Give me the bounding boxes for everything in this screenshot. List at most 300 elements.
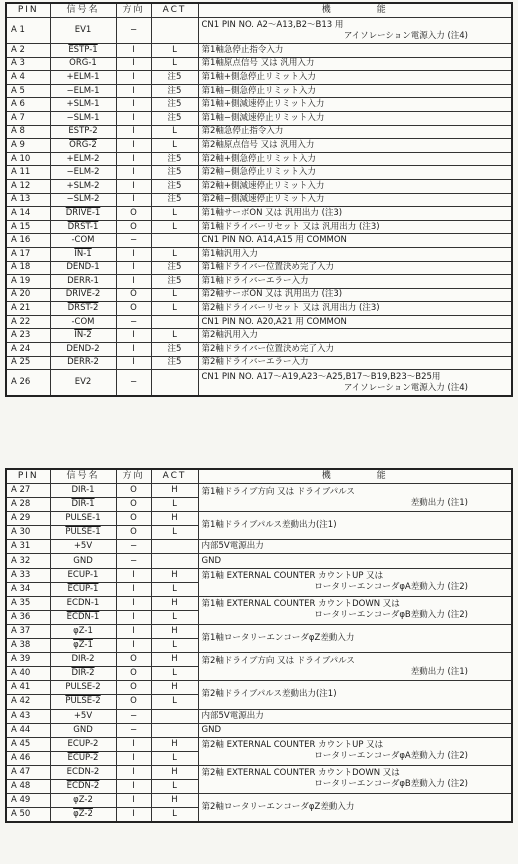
- act-cell: H: [151, 512, 198, 526]
- function-text: 第1軸サーボON 又は 汎用出力 (注3): [201, 207, 343, 218]
- act-cell: H: [151, 737, 198, 751]
- table-row: [6, 302, 512, 316]
- function-text-continued: ロータリーエンコーダφB差動入力 (注2): [314, 610, 468, 621]
- pin-cell: A 20: [6, 288, 50, 302]
- function-text: 第1軸−側減速停止リミット入力: [201, 112, 325, 123]
- pin-cell: A 5: [6, 84, 50, 98]
- function-cell: [198, 44, 512, 58]
- direction-cell: I: [116, 779, 151, 793]
- pin-cell: A 41: [6, 681, 50, 695]
- table-row: [6, 343, 512, 357]
- table-row: [6, 111, 512, 125]
- act-cell: L: [151, 125, 198, 139]
- table-row: [6, 125, 512, 139]
- table-row: [6, 554, 512, 568]
- act-cell: H: [151, 653, 198, 667]
- signal-name-cell: IN-2: [50, 329, 116, 343]
- direction-cell: −: [116, 18, 151, 44]
- direction-cell: I: [116, 98, 151, 112]
- table-row: [6, 261, 512, 275]
- act-cell: L: [151, 220, 198, 234]
- pin-cell: A 18: [6, 261, 50, 275]
- function-cell: [198, 139, 512, 153]
- act-cell: L: [151, 247, 198, 261]
- function-cell: [198, 152, 512, 166]
- pin-cell: A 50: [6, 808, 50, 823]
- direction-cell: −: [116, 723, 151, 737]
- function-text-continued: アイソレーション電源入力 (注4): [343, 30, 468, 41]
- act-cell: [151, 554, 198, 568]
- table-row: [6, 723, 512, 737]
- function-text: 第2軸急停止指令入力: [201, 126, 284, 137]
- function-text: 第1軸ドライブ方向 又は ドライブパルス: [201, 486, 355, 497]
- table-row: [6, 370, 512, 396]
- function-text: 第1軸ドライバーリセット 又は 汎用出力 (注3): [201, 221, 380, 232]
- function-cell: [198, 71, 512, 85]
- function-cell: [198, 484, 512, 512]
- direction-cell: −: [116, 554, 151, 568]
- function-text: 第2軸汎用入力: [201, 330, 258, 341]
- act-cell: 注5: [151, 84, 198, 98]
- header-signal-name: 信号名: [50, 3, 116, 18]
- direction-cell: I: [116, 765, 151, 779]
- table-row: [6, 179, 512, 193]
- act-cell: [151, 723, 198, 737]
- signal-name-cell: +5V: [50, 709, 116, 723]
- table-row: [6, 152, 512, 166]
- direction-cell: O: [116, 653, 151, 667]
- pin-cell: A 2: [6, 44, 50, 58]
- direction-cell: I: [116, 356, 151, 370]
- function-text: 第2軸 EXTERNAL COUNTER カウントUP 又は: [201, 740, 384, 751]
- table-row: [6, 57, 512, 71]
- act-cell: H: [151, 568, 198, 582]
- act-cell: 注5: [151, 275, 198, 289]
- direction-cell: I: [116, 179, 151, 193]
- header-pin: PIN: [6, 469, 50, 484]
- table-row: [6, 794, 512, 808]
- act-cell: 注5: [151, 166, 198, 180]
- pin-cell: A 1: [6, 18, 50, 44]
- function-cell: [198, 329, 512, 343]
- direction-cell: −: [116, 540, 151, 554]
- signal-name-cell: DRST-1: [50, 220, 116, 234]
- header-act: ACT: [151, 3, 198, 18]
- act-cell: [151, 18, 198, 44]
- pin-cell: A 49: [6, 794, 50, 808]
- table-row: [6, 540, 512, 554]
- signal-name-cell: ECDN-1: [50, 610, 116, 624]
- table-row: [6, 288, 512, 302]
- direction-cell: I: [116, 193, 151, 207]
- function-text: 第2軸原点信号 又は 汎用入力: [201, 139, 315, 150]
- pin-cell: A 45: [6, 737, 50, 751]
- act-cell: 注5: [151, 179, 198, 193]
- function-cell: [198, 193, 512, 207]
- act-cell: 注5: [151, 193, 198, 207]
- pin-cell: A 46: [6, 751, 50, 765]
- signal-name-cell: DIR-2: [50, 667, 116, 681]
- function-cell: [198, 653, 512, 681]
- signal-name-cell: φZ-2: [50, 808, 116, 823]
- function-text: 第1軸+側急停止リミット入力: [201, 71, 316, 82]
- act-cell: 注5: [151, 152, 198, 166]
- pin-cell: A 28: [6, 498, 50, 512]
- direction-cell: I: [116, 275, 151, 289]
- header-signal-name: 信号名: [50, 469, 116, 484]
- pin-cell: A 22: [6, 315, 50, 329]
- function-cell: [198, 234, 512, 248]
- table-row: [6, 624, 512, 638]
- pin-cell: A 17: [6, 247, 50, 261]
- pin-cell: A 19: [6, 275, 50, 289]
- function-text: 第1軸ドライバー位置決め完了入力: [201, 262, 334, 273]
- direction-cell: I: [116, 808, 151, 823]
- act-cell: L: [151, 288, 198, 302]
- function-cell: [198, 765, 512, 793]
- table-row: [6, 84, 512, 98]
- signal-name-cell: DRIVE-2: [50, 288, 116, 302]
- signal-name-cell: ECDN-1: [50, 596, 116, 610]
- function-text: 第2軸ドライバーエラー入力: [201, 357, 309, 368]
- act-cell: L: [151, 695, 198, 709]
- direction-cell: I: [116, 261, 151, 275]
- function-cell: [198, 302, 512, 316]
- signal-name-cell: ORG-1: [50, 57, 116, 71]
- signal-name-cell: -COM: [50, 315, 116, 329]
- act-cell: [151, 709, 198, 723]
- pin-cell: A 13: [6, 193, 50, 207]
- table-row: [6, 315, 512, 329]
- header-act: ACT: [151, 469, 198, 484]
- pin-cell: A 37: [6, 624, 50, 638]
- direction-cell: I: [116, 794, 151, 808]
- signal-name-cell: +ELM-1: [50, 71, 116, 85]
- act-cell: L: [151, 57, 198, 71]
- function-cell: [198, 18, 512, 44]
- direction-cell: O: [116, 302, 151, 316]
- pin-table-a1-a26: [5, 2, 513, 397]
- pin-cell: A 6: [6, 98, 50, 112]
- function-text-continued: ロータリーエンコーダφB差動入力 (注2): [314, 779, 468, 790]
- header-function: 機 能: [198, 469, 512, 484]
- function-text: 第1軸 EXTERNAL COUNTER カウントDOWN 又は: [201, 599, 400, 610]
- pin-cell: A 15: [6, 220, 50, 234]
- signal-name-cell: PULSE-2: [50, 681, 116, 695]
- table-header-row: [6, 469, 512, 484]
- function-cell: [198, 288, 512, 302]
- act-cell: [151, 540, 198, 554]
- pin-cell: A 48: [6, 779, 50, 793]
- table-row: [6, 356, 512, 370]
- table-row: [6, 247, 512, 261]
- function-cell: [198, 57, 512, 71]
- function-text: CN1 PIN NO. A20,A21 用 COMMON: [201, 316, 347, 327]
- act-cell: 注5: [151, 98, 198, 112]
- function-cell: [198, 261, 512, 275]
- function-text: 第2軸 EXTERNAL COUNTER カウントDOWN 又は: [201, 768, 400, 779]
- act-cell: L: [151, 139, 198, 153]
- act-cell: 注5: [151, 111, 198, 125]
- direction-cell: I: [116, 737, 151, 751]
- direction-cell: I: [116, 610, 151, 624]
- function-text: 第1軸急停止指令入力: [201, 44, 284, 55]
- function-cell: [198, 111, 512, 125]
- act-cell: [151, 315, 198, 329]
- signal-name-cell: PULSE-1: [50, 512, 116, 526]
- table-row: [6, 44, 512, 58]
- function-cell: [198, 207, 512, 221]
- function-text-continued: アイソレーション電源入力 (注4): [343, 382, 468, 393]
- pin-cell: A 32: [6, 554, 50, 568]
- direction-cell: O: [116, 498, 151, 512]
- signal-name-cell: ECUP-1: [50, 568, 116, 582]
- direction-cell: −: [116, 709, 151, 723]
- function-text: GND: [201, 555, 221, 566]
- direction-cell: I: [116, 152, 151, 166]
- table-row: [6, 596, 512, 610]
- signal-name-cell: DRIVE-1: [50, 207, 116, 221]
- function-cell: [198, 568, 512, 596]
- act-cell: [151, 234, 198, 248]
- signal-name-cell: −ELM-2: [50, 166, 116, 180]
- signal-name-cell: PULSE-2: [50, 695, 116, 709]
- pin-cell: A 44: [6, 723, 50, 737]
- direction-cell: I: [116, 139, 151, 153]
- direction-cell: I: [116, 84, 151, 98]
- function-text: 第2軸−側減速停止リミット入力: [201, 194, 325, 205]
- pin-cell: A 47: [6, 765, 50, 779]
- direction-cell: O: [116, 695, 151, 709]
- pin-cell: A 26: [6, 370, 50, 396]
- signal-name-cell: −ELM-1: [50, 84, 116, 98]
- signal-name-cell: DERR-1: [50, 275, 116, 289]
- function-text: 第2軸ドライバーリセット 又は 汎用出力 (注3): [201, 303, 380, 314]
- pin-cell: A 23: [6, 329, 50, 343]
- signal-name-cell: IN-1: [50, 247, 116, 261]
- pin-cell: A 9: [6, 139, 50, 153]
- act-cell: L: [151, 779, 198, 793]
- table-row: [6, 568, 512, 582]
- function-cell: [198, 540, 512, 554]
- function-cell: [198, 166, 512, 180]
- signal-name-cell: DRST-2: [50, 302, 116, 316]
- direction-cell: O: [116, 207, 151, 221]
- function-text: 第1軸汎用入力: [201, 248, 258, 259]
- function-text: 第1軸原点信号 又は 汎用入力: [201, 58, 315, 69]
- pin-cell: A 40: [6, 667, 50, 681]
- function-text: 第1軸+側減速停止リミット入力: [201, 99, 325, 110]
- function-text-continued: ロータリーエンコーダφA差動入力 (注2): [314, 751, 468, 762]
- direction-cell: I: [116, 166, 151, 180]
- pin-cell: A 29: [6, 512, 50, 526]
- function-text: 第1軸−側急停止リミット入力: [201, 85, 316, 96]
- act-cell: H: [151, 794, 198, 808]
- act-cell: H: [151, 596, 198, 610]
- function-text: 第2軸ドライバー位置決め完了入力: [201, 343, 334, 354]
- signal-name-cell: DIR-2: [50, 653, 116, 667]
- direction-cell: I: [116, 596, 151, 610]
- direction-cell: O: [116, 288, 151, 302]
- signal-name-cell: ECUP-1: [50, 582, 116, 596]
- direction-cell: I: [116, 44, 151, 58]
- direction-cell: −: [116, 315, 151, 329]
- signal-name-cell: φZ-1: [50, 639, 116, 653]
- act-cell: L: [151, 498, 198, 512]
- signal-name-cell: DEND-1: [50, 261, 116, 275]
- signal-name-cell: -COM: [50, 234, 116, 248]
- direction-cell: O: [116, 512, 151, 526]
- pin-cell: A 27: [6, 484, 50, 498]
- act-cell: L: [151, 302, 198, 316]
- table-row: [6, 329, 512, 343]
- pin-cell: A 8: [6, 125, 50, 139]
- function-text: 第2軸ドライブパルス差動出力(注1): [201, 689, 337, 700]
- signal-name-cell: ESTP-2: [50, 125, 116, 139]
- signal-name-cell: +5V: [50, 540, 116, 554]
- pin-cell: A 39: [6, 653, 50, 667]
- act-cell: L: [151, 639, 198, 653]
- pin-cell: A 30: [6, 526, 50, 540]
- pin-cell: A 3: [6, 57, 50, 71]
- signal-name-cell: GND: [50, 723, 116, 737]
- pin-cell: A 7: [6, 111, 50, 125]
- function-text: 第1軸ドライブパルス差動出力(注1): [201, 520, 337, 531]
- direction-cell: I: [116, 568, 151, 582]
- signal-name-cell: ECUP-2: [50, 751, 116, 765]
- pin-table-a27-a50: [5, 468, 513, 823]
- act-cell: H: [151, 624, 198, 638]
- function-cell: [198, 84, 512, 98]
- signal-name-cell: DIR-1: [50, 498, 116, 512]
- table-row: [6, 653, 512, 667]
- table-row: [6, 512, 512, 526]
- signal-name-cell: ECDN-2: [50, 765, 116, 779]
- direction-cell: O: [116, 484, 151, 498]
- function-cell: [198, 370, 512, 396]
- table-row: [6, 484, 512, 498]
- pin-cell: A 4: [6, 71, 50, 85]
- table-row: [6, 139, 512, 153]
- act-cell: H: [151, 484, 198, 498]
- table-row: [6, 275, 512, 289]
- pin-cell: A 36: [6, 610, 50, 624]
- table-header-row: [6, 3, 512, 18]
- signal-name-cell: ESTP-1: [50, 44, 116, 58]
- direction-cell: I: [116, 111, 151, 125]
- act-cell: L: [151, 207, 198, 221]
- pin-cell: A 11: [6, 166, 50, 180]
- signal-name-cell: GND: [50, 554, 116, 568]
- function-cell: [198, 709, 512, 723]
- pin-cell: A 21: [6, 302, 50, 316]
- function-cell: [198, 98, 512, 112]
- table-row: [6, 737, 512, 751]
- function-text: 第1軸 EXTERNAL COUNTER カウントUP 又は: [201, 571, 384, 582]
- direction-cell: O: [116, 220, 151, 234]
- signal-name-cell: +ELM-2: [50, 152, 116, 166]
- signal-name-cell: ECUP-2: [50, 737, 116, 751]
- pin-cell: A 14: [6, 207, 50, 221]
- act-cell: [151, 370, 198, 396]
- pin-cell: A 43: [6, 709, 50, 723]
- function-text: 第1軸ロータリーエンコーダφZ差動入力: [201, 633, 355, 644]
- table-row: [6, 234, 512, 248]
- direction-cell: I: [116, 329, 151, 343]
- pin-cell: A 33: [6, 568, 50, 582]
- act-cell: L: [151, 526, 198, 540]
- direction-cell: I: [116, 624, 151, 638]
- table-row: [6, 98, 512, 112]
- act-cell: 注5: [151, 261, 198, 275]
- signal-name-cell: DERR-2: [50, 356, 116, 370]
- act-cell: L: [151, 808, 198, 823]
- direction-cell: O: [116, 681, 151, 695]
- pin-cell: A 16: [6, 234, 50, 248]
- pin-cell: A 38: [6, 639, 50, 653]
- function-text: 第2軸+側減速停止リミット入力: [201, 180, 325, 191]
- function-cell: [198, 247, 512, 261]
- function-cell: [198, 315, 512, 329]
- function-text-continued: 差動出力 (注1): [410, 497, 468, 508]
- function-cell: [198, 179, 512, 193]
- direction-cell: O: [116, 526, 151, 540]
- table-row: [6, 709, 512, 723]
- pin-cell: A 42: [6, 695, 50, 709]
- function-cell: [198, 596, 512, 624]
- header-direction: 方向: [116, 469, 151, 484]
- function-cell: [198, 220, 512, 234]
- function-cell: [198, 125, 512, 139]
- signal-name-cell: φZ-1: [50, 624, 116, 638]
- table-row: [6, 166, 512, 180]
- act-cell: L: [151, 667, 198, 681]
- signal-name-cell: +SLM-1: [50, 98, 116, 112]
- act-cell: H: [151, 681, 198, 695]
- header-direction: 方向: [116, 3, 151, 18]
- function-cell: [198, 794, 512, 823]
- act-cell: L: [151, 751, 198, 765]
- function-text: GND: [201, 724, 221, 735]
- function-cell: [198, 356, 512, 370]
- function-text: CN1 PIN NO. A14,A15 用 COMMON: [201, 235, 347, 246]
- function-cell: [198, 512, 512, 540]
- function-text-continued: ロータリーエンコーダφA差動入力 (注2): [314, 582, 468, 593]
- function-text: 第2軸+側急停止リミット入力: [201, 153, 316, 164]
- table-row: [6, 18, 512, 44]
- signal-name-cell: −SLM-1: [50, 111, 116, 125]
- function-cell: [198, 723, 512, 737]
- pin-cell: A 12: [6, 179, 50, 193]
- direction-cell: I: [116, 751, 151, 765]
- act-cell: L: [151, 582, 198, 596]
- pin-cell: A 31: [6, 540, 50, 554]
- signal-name-cell: +SLM-2: [50, 179, 116, 193]
- direction-cell: I: [116, 247, 151, 261]
- direction-cell: O: [116, 667, 151, 681]
- function-cell: [198, 681, 512, 709]
- direction-cell: I: [116, 57, 151, 71]
- signal-name-cell: PULSE-1: [50, 526, 116, 540]
- header-pin: PIN: [6, 3, 50, 18]
- function-text: 内部5V電源出力: [201, 710, 264, 721]
- pin-cell: A 25: [6, 356, 50, 370]
- signal-name-cell: EV1: [50, 18, 116, 44]
- direction-cell: I: [116, 343, 151, 357]
- signal-name-cell: DIR-1: [50, 484, 116, 498]
- table-row: [6, 220, 512, 234]
- function-text: CN1 PIN NO. A17〜A19,A23〜A25,B17〜B19,B23〜B25用: [201, 371, 441, 382]
